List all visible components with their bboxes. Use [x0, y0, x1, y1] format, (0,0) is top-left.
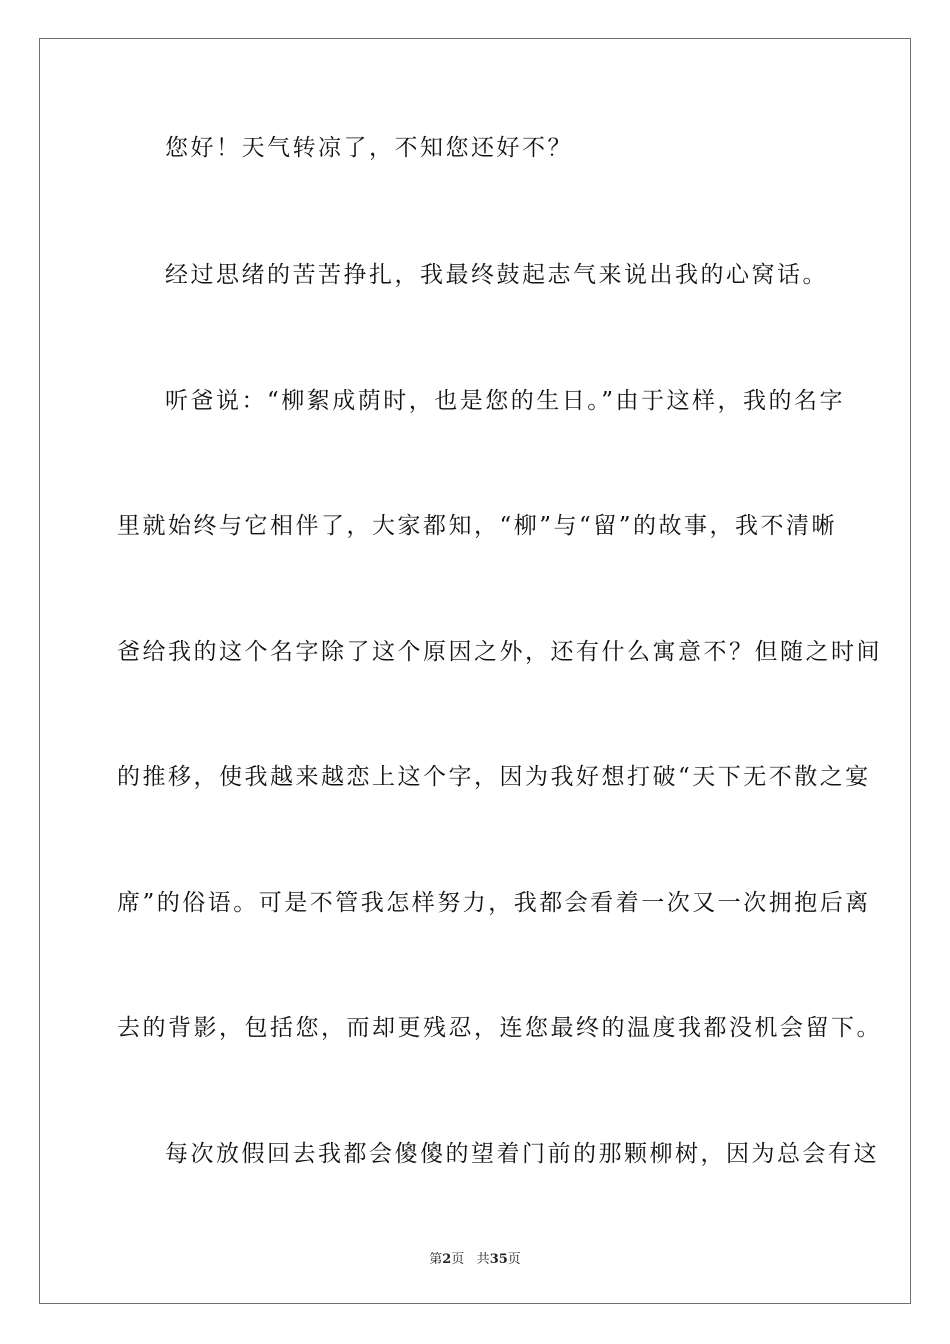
text-line: 每次放假回去我都会傻傻的望着门前的那颗柳树，因为总会有这 [165, 1141, 879, 1167]
text-line: 的推移，使我越来越恋上这个字，因为我好想打破“天下无不散之宴 [117, 764, 871, 790]
text-line: 席”的俗语。可是不管我怎样努力，我都会看着一次又一次拥抱后离 [117, 890, 871, 916]
footer-page-suffix: 页 [451, 1252, 465, 1267]
page-footer [0, 1248, 950, 1267]
footer-page-prefix: 第 [429, 1252, 443, 1267]
footer-total-pages: 35 [489, 1252, 508, 1267]
footer-total-suffix: 页 [507, 1252, 521, 1267]
footer-page-number: 2 [442, 1252, 452, 1267]
text-line: 经过思绪的苦苦挣扎，我最终鼓起志气来说出我的心窝话。 [165, 262, 828, 288]
text-line: 听爸说：“柳絮成荫时，也是您的生日。”由于这样，我的名字 [165, 388, 846, 414]
text-line: 您好！天气转凉了，不知您还好不？ [165, 135, 573, 161]
footer-total-prefix: 共 [476, 1252, 490, 1267]
text-line: 去的背影，包括您，而却更残忍，连您最终的温度我都没机会留下。 [117, 1015, 882, 1041]
text-line: 爸给我的这个名字除了这个原因之外，还有什么寓意不？但随之时间 [117, 639, 882, 665]
text-line: 里就始终与它相伴了，大家都知，“柳”与“留”的故事，我不清晰 [117, 513, 838, 539]
